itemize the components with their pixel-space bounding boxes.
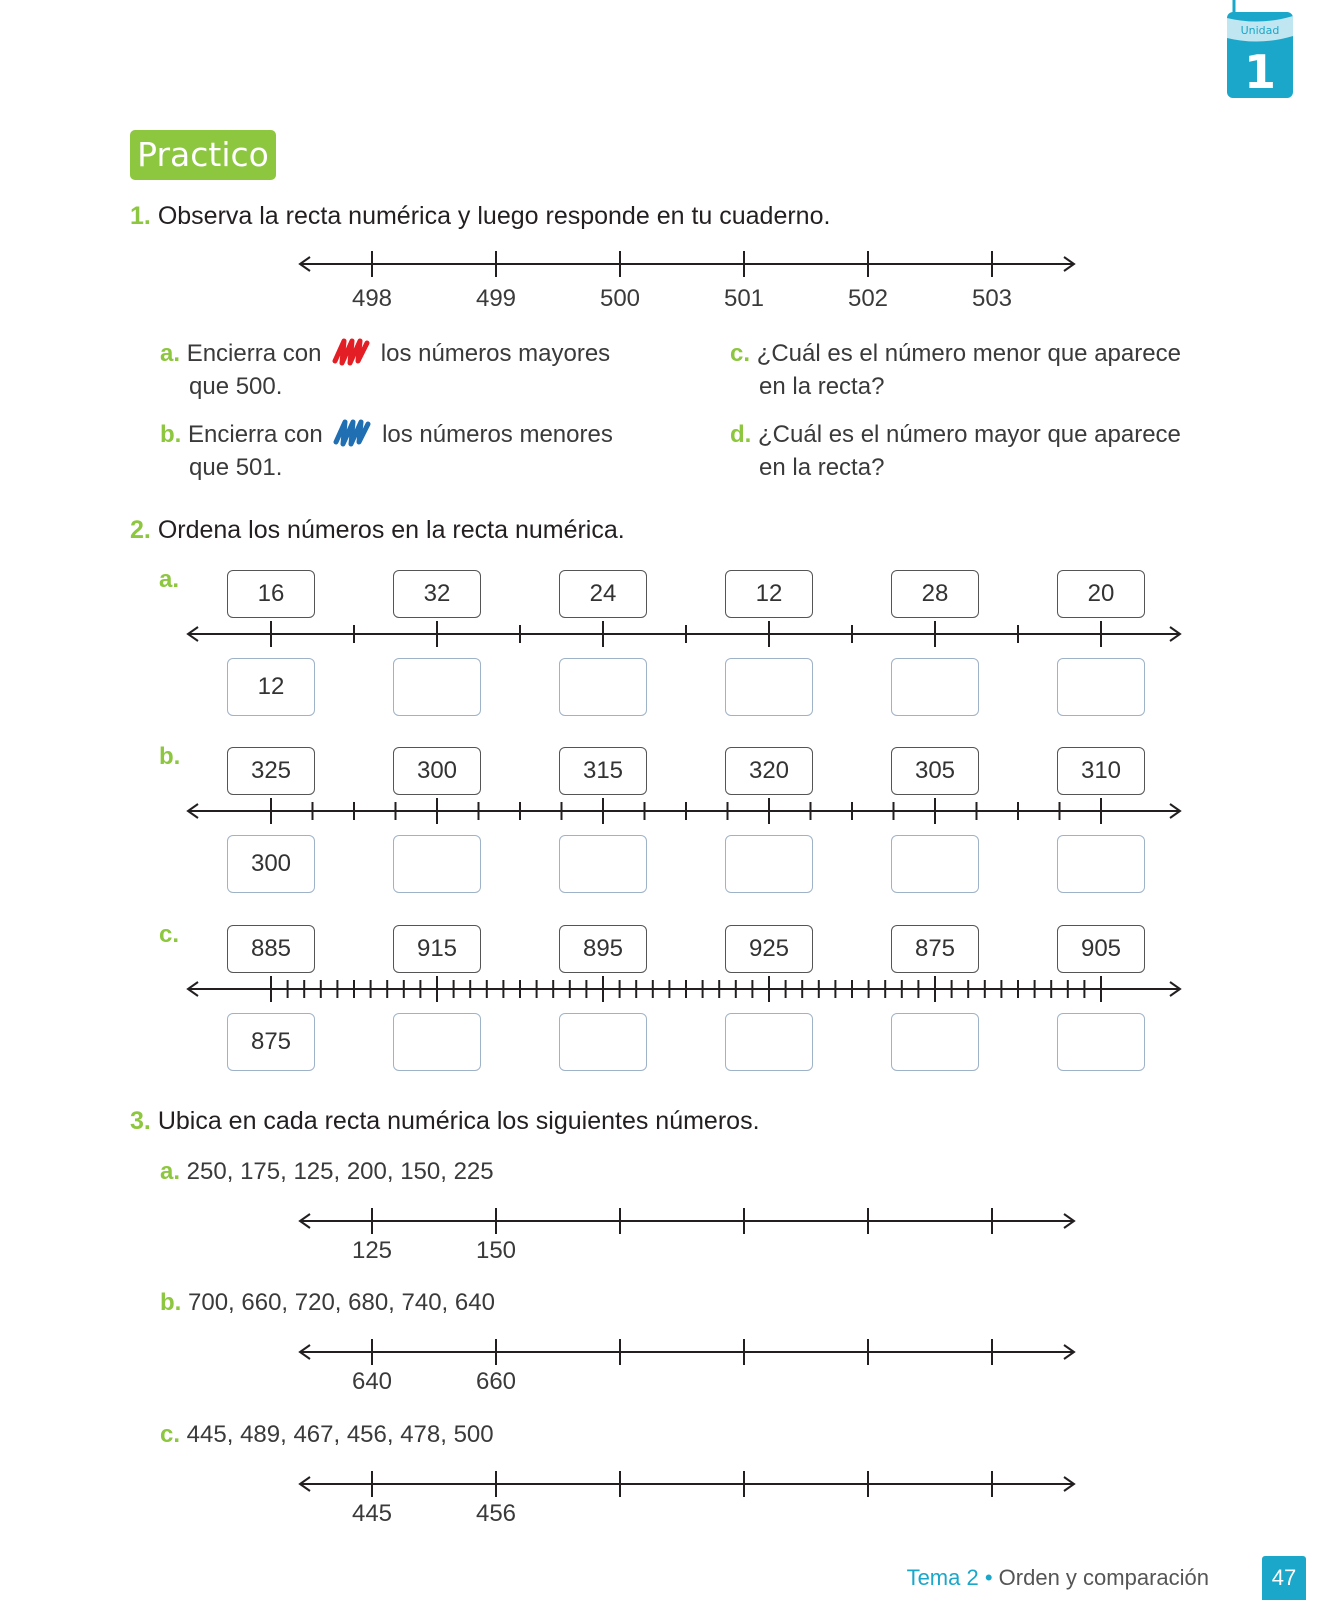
item-text: que 500. [189,373,283,400]
blue-crayon-icon [333,418,371,448]
number-card: 16 [227,570,315,618]
tick-label: 640 [351,1368,393,1395]
footer [907,1565,1209,1591]
question-text: Observa la recta numérica y luego responde en tu cuaderno. [157,202,831,230]
q2-number-line-svg [178,791,1190,831]
q1-item-a [160,337,610,403]
item-text: Encierra con [188,421,323,448]
answer-box[interactable] [393,835,481,893]
item-letter: c. [160,1421,181,1448]
number-card: 325 [227,747,315,795]
number-card: 24 [559,570,647,618]
question-number: 1. [130,202,151,230]
answer-box[interactable] [393,658,481,716]
item-letter: a. [160,1158,181,1185]
q3-item [160,1155,494,1188]
tick-label: 502 [847,285,889,312]
row-letter: a. [159,566,180,593]
item-text: los números menores [382,421,613,448]
number-card: 905 [1057,925,1145,973]
answer-box[interactable] [393,1013,481,1071]
q1-number-line-svg [290,244,1084,284]
unit-tab [1226,0,1294,99]
unit-label: Unidad [1240,24,1280,37]
answer-box[interactable]: 12 [227,658,315,716]
q3-number-line-svg [290,1464,1084,1504]
item-letter: b. [160,1289,182,1316]
q3-item [160,1286,495,1319]
row-letter: c. [159,921,180,948]
number-card: 305 [891,747,979,795]
answer-box[interactable]: 300 [227,835,315,893]
answer-box[interactable] [891,1013,979,1071]
number-card: 895 [559,925,647,973]
tick-label: 456 [475,1500,517,1527]
answer-box[interactable] [559,658,647,716]
page-number: 47 [1262,1556,1306,1600]
q1-item-b [160,418,613,484]
tick-label: 150 [475,1237,517,1264]
q2-number-line-svg [178,614,1190,654]
question-number: 3. [130,1107,151,1135]
tick-label: 445 [351,1500,393,1527]
tick-label: 500 [599,285,641,312]
item-text: Encierra con [186,340,322,367]
number-card: 925 [725,925,813,973]
number-card: 315 [559,747,647,795]
question-text: Ubica en cada recta numérica los siguientes números. [157,1107,760,1135]
answer-box[interactable] [1057,658,1145,716]
number-card: 32 [393,570,481,618]
tick-label: 501 [723,285,765,312]
item-numbers: 700, 660, 720, 680, 740, 640 [181,1289,495,1316]
item-numbers: 250, 175, 125, 200, 150, 225 [180,1158,494,1185]
tick-label: 660 [475,1368,517,1395]
footer-separator: • [984,1565,993,1590]
q3-number-line-svg [290,1201,1084,1241]
row-letter: b. [159,743,181,770]
number-card: 300 [393,747,481,795]
footer-tema: Tema 2 [906,1565,979,1590]
tick-label: 499 [475,285,517,312]
tick-label: 498 [351,285,393,312]
number-card: 28 [891,570,979,618]
tick-label: 125 [351,1237,393,1264]
answer-box[interactable] [559,835,647,893]
q1-item-d [730,418,1181,484]
item-letter: c. [730,340,751,367]
item-letter: b. [160,421,182,448]
red-crayon-icon [332,337,370,367]
unit-number: 1 [1243,45,1277,99]
tick-label: 503 [971,285,1013,312]
number-card: 885 [227,925,315,973]
number-card: 310 [1057,747,1145,795]
question-1 [130,201,830,231]
q3-number-line-svg [290,1332,1084,1372]
answer-box[interactable] [559,1013,647,1071]
item-text: ¿Cuál es el número menor que aparece [756,340,1181,367]
question-text: Ordena los números en la recta numérica. [157,516,625,544]
item-text: que 501. [189,454,283,481]
number-card: 12 [725,570,813,618]
answer-box[interactable] [1057,1013,1145,1071]
q3-item [160,1418,494,1451]
answer-box[interactable]: 875 [227,1013,315,1071]
item-letter: d. [730,421,752,448]
item-numbers: 445, 489, 467, 456, 478, 500 [180,1421,494,1448]
footer-title: Orden y comparación [998,1565,1209,1590]
answer-box[interactable] [1057,835,1145,893]
question-number: 2. [130,516,151,544]
number-card: 915 [393,925,481,973]
q2-number-line-svg [178,969,1190,1009]
question-2 [130,515,625,545]
number-card: 20 [1057,570,1145,618]
question-3 [130,1106,760,1136]
section-title: Practico [130,130,276,180]
item-letter: a. [160,340,181,367]
item-text: los números mayores [380,340,611,367]
item-text: ¿Cuál es el número mayor que aparece [758,421,1181,448]
answer-box[interactable] [891,835,979,893]
q1-item-c [730,337,1181,403]
answer-box[interactable] [725,1013,813,1071]
item-text: en la recta? [759,373,885,400]
answer-box[interactable] [891,658,979,716]
answer-box[interactable] [725,835,813,893]
number-card: 320 [725,747,813,795]
item-text: en la recta? [759,454,885,481]
number-card: 875 [891,925,979,973]
answer-box[interactable] [725,658,813,716]
